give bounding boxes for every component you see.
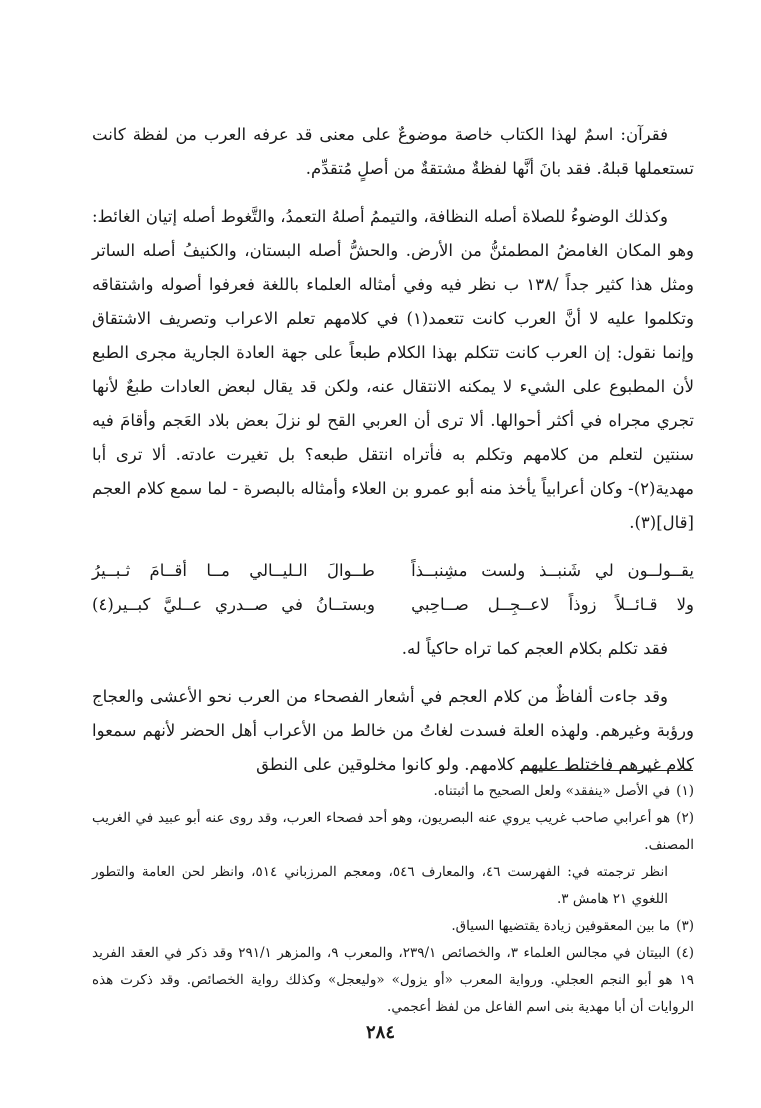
footnote-text: ما بين المعقوفين زيادة يقتضيها السياق. (451, 918, 671, 934)
footnote-text: انظر ترجمته في: الفهرست ٤٦، والمعارف ٥٤٦، ومعجم المرزباني ٥١٤، وانظر لحن العامة والتطور اللغوي ٢١ هامش ٣. (92, 864, 668, 907)
footnote-1 (92, 778, 694, 805)
footnote-2-continuation (92, 859, 694, 913)
footnote-number: (٤) (676, 945, 694, 961)
verse-1-first-hemistich: يقــولــون لي شَنبــذ ولست مشِنبــذاً (411, 561, 694, 580)
paragraph-4: وقد جاءت ألفاظٌ من كلام العجم في أشعار الفصحاء من العرب نحو الأعشى والعجاج ورؤبة وغيرهم. ولهذه العلة فسدت لغاتُ من خالط من الأعراب أهل الحضر لأنهم سمعوا كلام غيرهم فاختلط عليهم كلامهم. ولو كانوا مخلوقين على النطق (92, 687, 694, 774)
footnotes (92, 778, 694, 1021)
main-text (92, 118, 694, 796)
footnote-4 (92, 940, 694, 1021)
footnote-number: (٣) (676, 918, 694, 934)
verse-line-2 (92, 588, 694, 622)
paragraph-3: فقد تكلم بكلام العجم كما تراه حاكياً له. (401, 639, 668, 658)
footnote-text: هو أعرابي صاحب غريب يروي عنه البصريون، وهو أحد فصحاء العرب، وقد روى عنه أبو عبيد في الغريب المصنف. (92, 810, 694, 853)
footnote-3 (92, 913, 694, 940)
poem-verses (92, 554, 694, 622)
verse-2-second-hemistich: وبستــانُ في صــدري عــليَّ كبــير(٤) (92, 595, 375, 614)
paragraph-1: فقرآن: اسمٌ لهذا الكتاب خاصة موضوعٌ على معنى قد عرفه العرب من لفظة كانت تستعملها قبلهُ. فقد بانَ أنَّها لفظةٌ مشتقةٌ من أصلٍ مُتقدِّم. (92, 125, 694, 178)
verse-2-first-hemistich: ولا قـائــلاً زوذاً لاعــجِــل صــاحِبي (411, 595, 694, 614)
verse-line-1 (92, 554, 694, 588)
footnote-text: في الأصل «ينفقد» ولعل الصحيح ما أثبتناه. (433, 783, 671, 799)
footnote-text: البيتان في مجالس العلماء ٣، والخصائص ٢٣٩/١، والمعرب ٩، والمزهر ٢٩١/١ وقد ذكر في العقد الفريد ١٩ هو أبو النجم العجلي. ورواية المعرب «أو يزول» «وليعجل» وكذلك رواية الخصائص. وقد ذكرت هذه الروايات أن أبا مهدية بنى اسم الفاعل من لفظ أعجمي. (92, 945, 694, 1015)
page-number: ٢٨٤ (365, 1022, 395, 1043)
footnote-number: (٢) (676, 810, 694, 826)
footnote-2 (92, 805, 694, 859)
verse-1-second-hemistich: طــوالَ الـليــالي مــا أقــامَ ثـبــيرُ (92, 561, 375, 580)
footnote-number: (١) (676, 783, 694, 799)
paragraph-2: وكذلك الوضوءُ للصلاة أصله النظافة، والتيممُ أصلهُ التعمدُ، والتَّغوط أصله إتيان الغائط: وهو المكان الغامضُ المطمئنُّ من الأرض. والحشُّ أصله البستان، والكنيفُ أصله الساتر ومثل هذا كثير جداً /١٣٨ ب نظر فيه وفي أمثاله العلماء باللغة فعرفوا أصوله واشتقاقه وتكلموا عليه لا أنَّ العرب كانت تتعمد(١) في كلامهم تعلم الاعراب وتصريف الاشتقاق وإنما نقول: إن العرب كانت تتكلم بهذا الكلام طبعاً على جهة العادة الجارية مجرى الطبع لأن المطبوع على الشيء لا يمكنه الانتقال عنه، ولكن قد يقال لبعض العادات طبعٌ لأنها تجري مجراه في أكثر أحوالها. ألا ترى أن العربي القح لو نزلَ بعض بلاد العَجم وأقامَ فيه سنتين لتعلم من كلامهم وتكلم به فأتراه انتقل طبعه؟ بل تغيرت عادته. ألا ترى أبا مهدية(٢)- وكان أعرابياً يأخذ منه أبو عمرو بن العلاء وأمثاله بالبصرة - لما سمع كلام العجم [قال](٣). (92, 207, 694, 532)
footnote-separator (520, 770, 693, 771)
